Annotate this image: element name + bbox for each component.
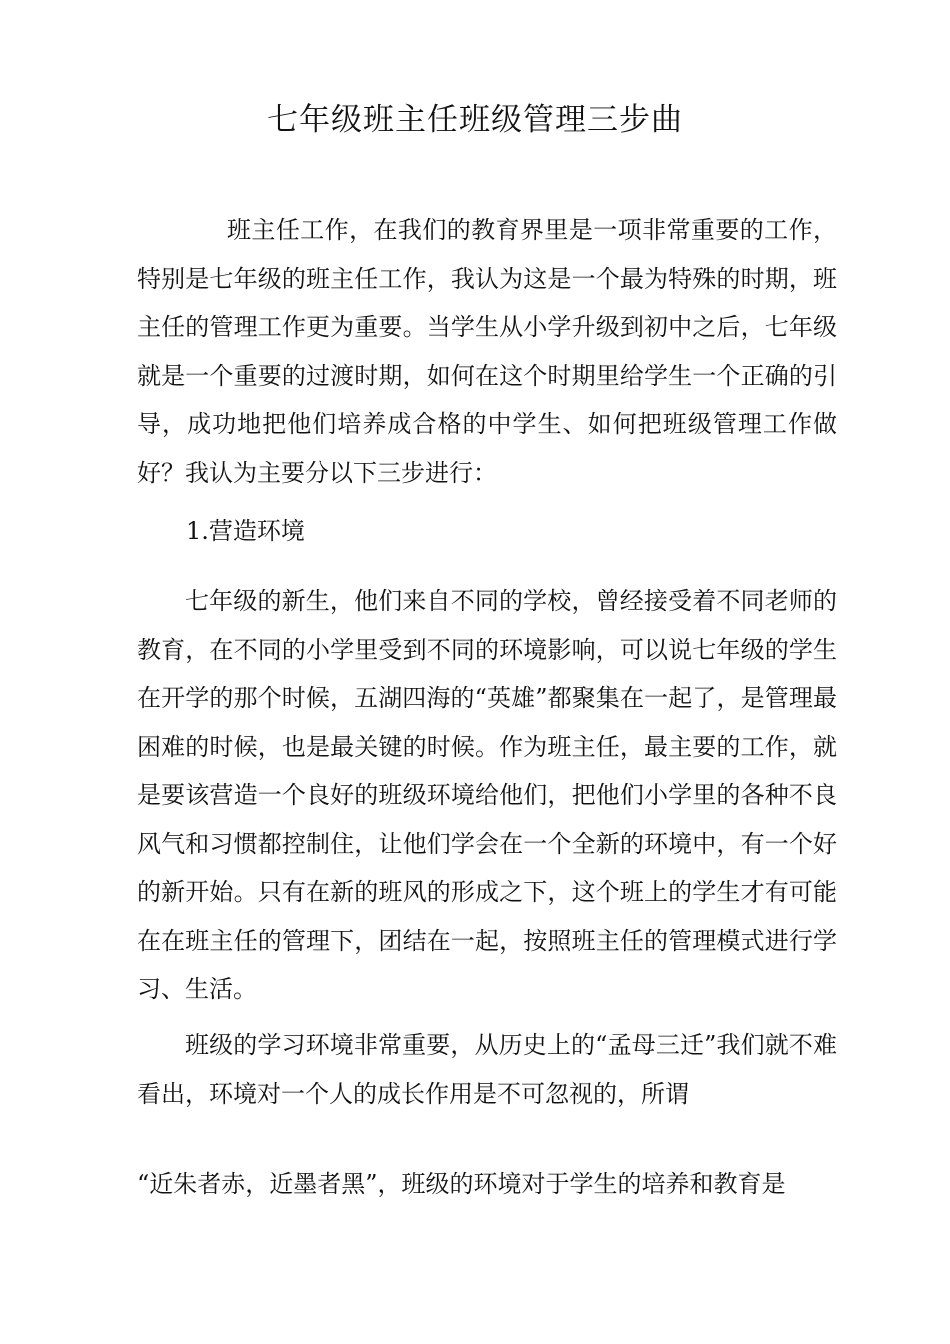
body-paragraph: 七年级的新生，他们来自不同的学校，曾经接受着不同老师的教育，在不同的小学里受到不同的环境影响，可以说七年级的学生在开学的那个时候，五湖四海的“英雄”都聚集在一起了，是管理最困难的时候，也是最关键的时候。作为班主任，最主要的工作，就是要该营造一个良好的班级环境给他们，把他们小学里的各种不良风气和习惯都控制住，让他们学会在一个全新的环境中，有一个好的新开始。只有在新的班风的形成之下，这个班上的学生才有可能在在班主任的管理下，团结在一起，按照班主任的管理模式进行学习、生活。 [137,587,837,1003]
body-paragraph: “近朱者赤，近墨者黑”，班级的环境对于学生的培养和教育是 [137,1170,786,1198]
section-heading: 1.营造环境 [186,517,305,545]
document-title: 七年级班主任班级管理三步曲 [267,102,683,138]
intro-paragraph: 班主任工作，在我们的教育界里是一项非常重要的工作，特别是七年级的班主任工作，我认为这是一个最为特殊的时期，班主任的管理工作更为重要。当学生从小学升级到初中之后，七年级就是一个重要的过渡时期，如何在这个时期里给学生一个正确的引导，成功地把他们培养成合格的中学生、如何把班级管理工作做好？我认为主要分以下三步进行： [137,216,837,487]
body-paragraph: 班级的学习环境非常重要，从历史上的“孟母三迁”我们就不难看出，环境对一个人的成长作用是不可忽视的，所谓 [137,1031,837,1108]
